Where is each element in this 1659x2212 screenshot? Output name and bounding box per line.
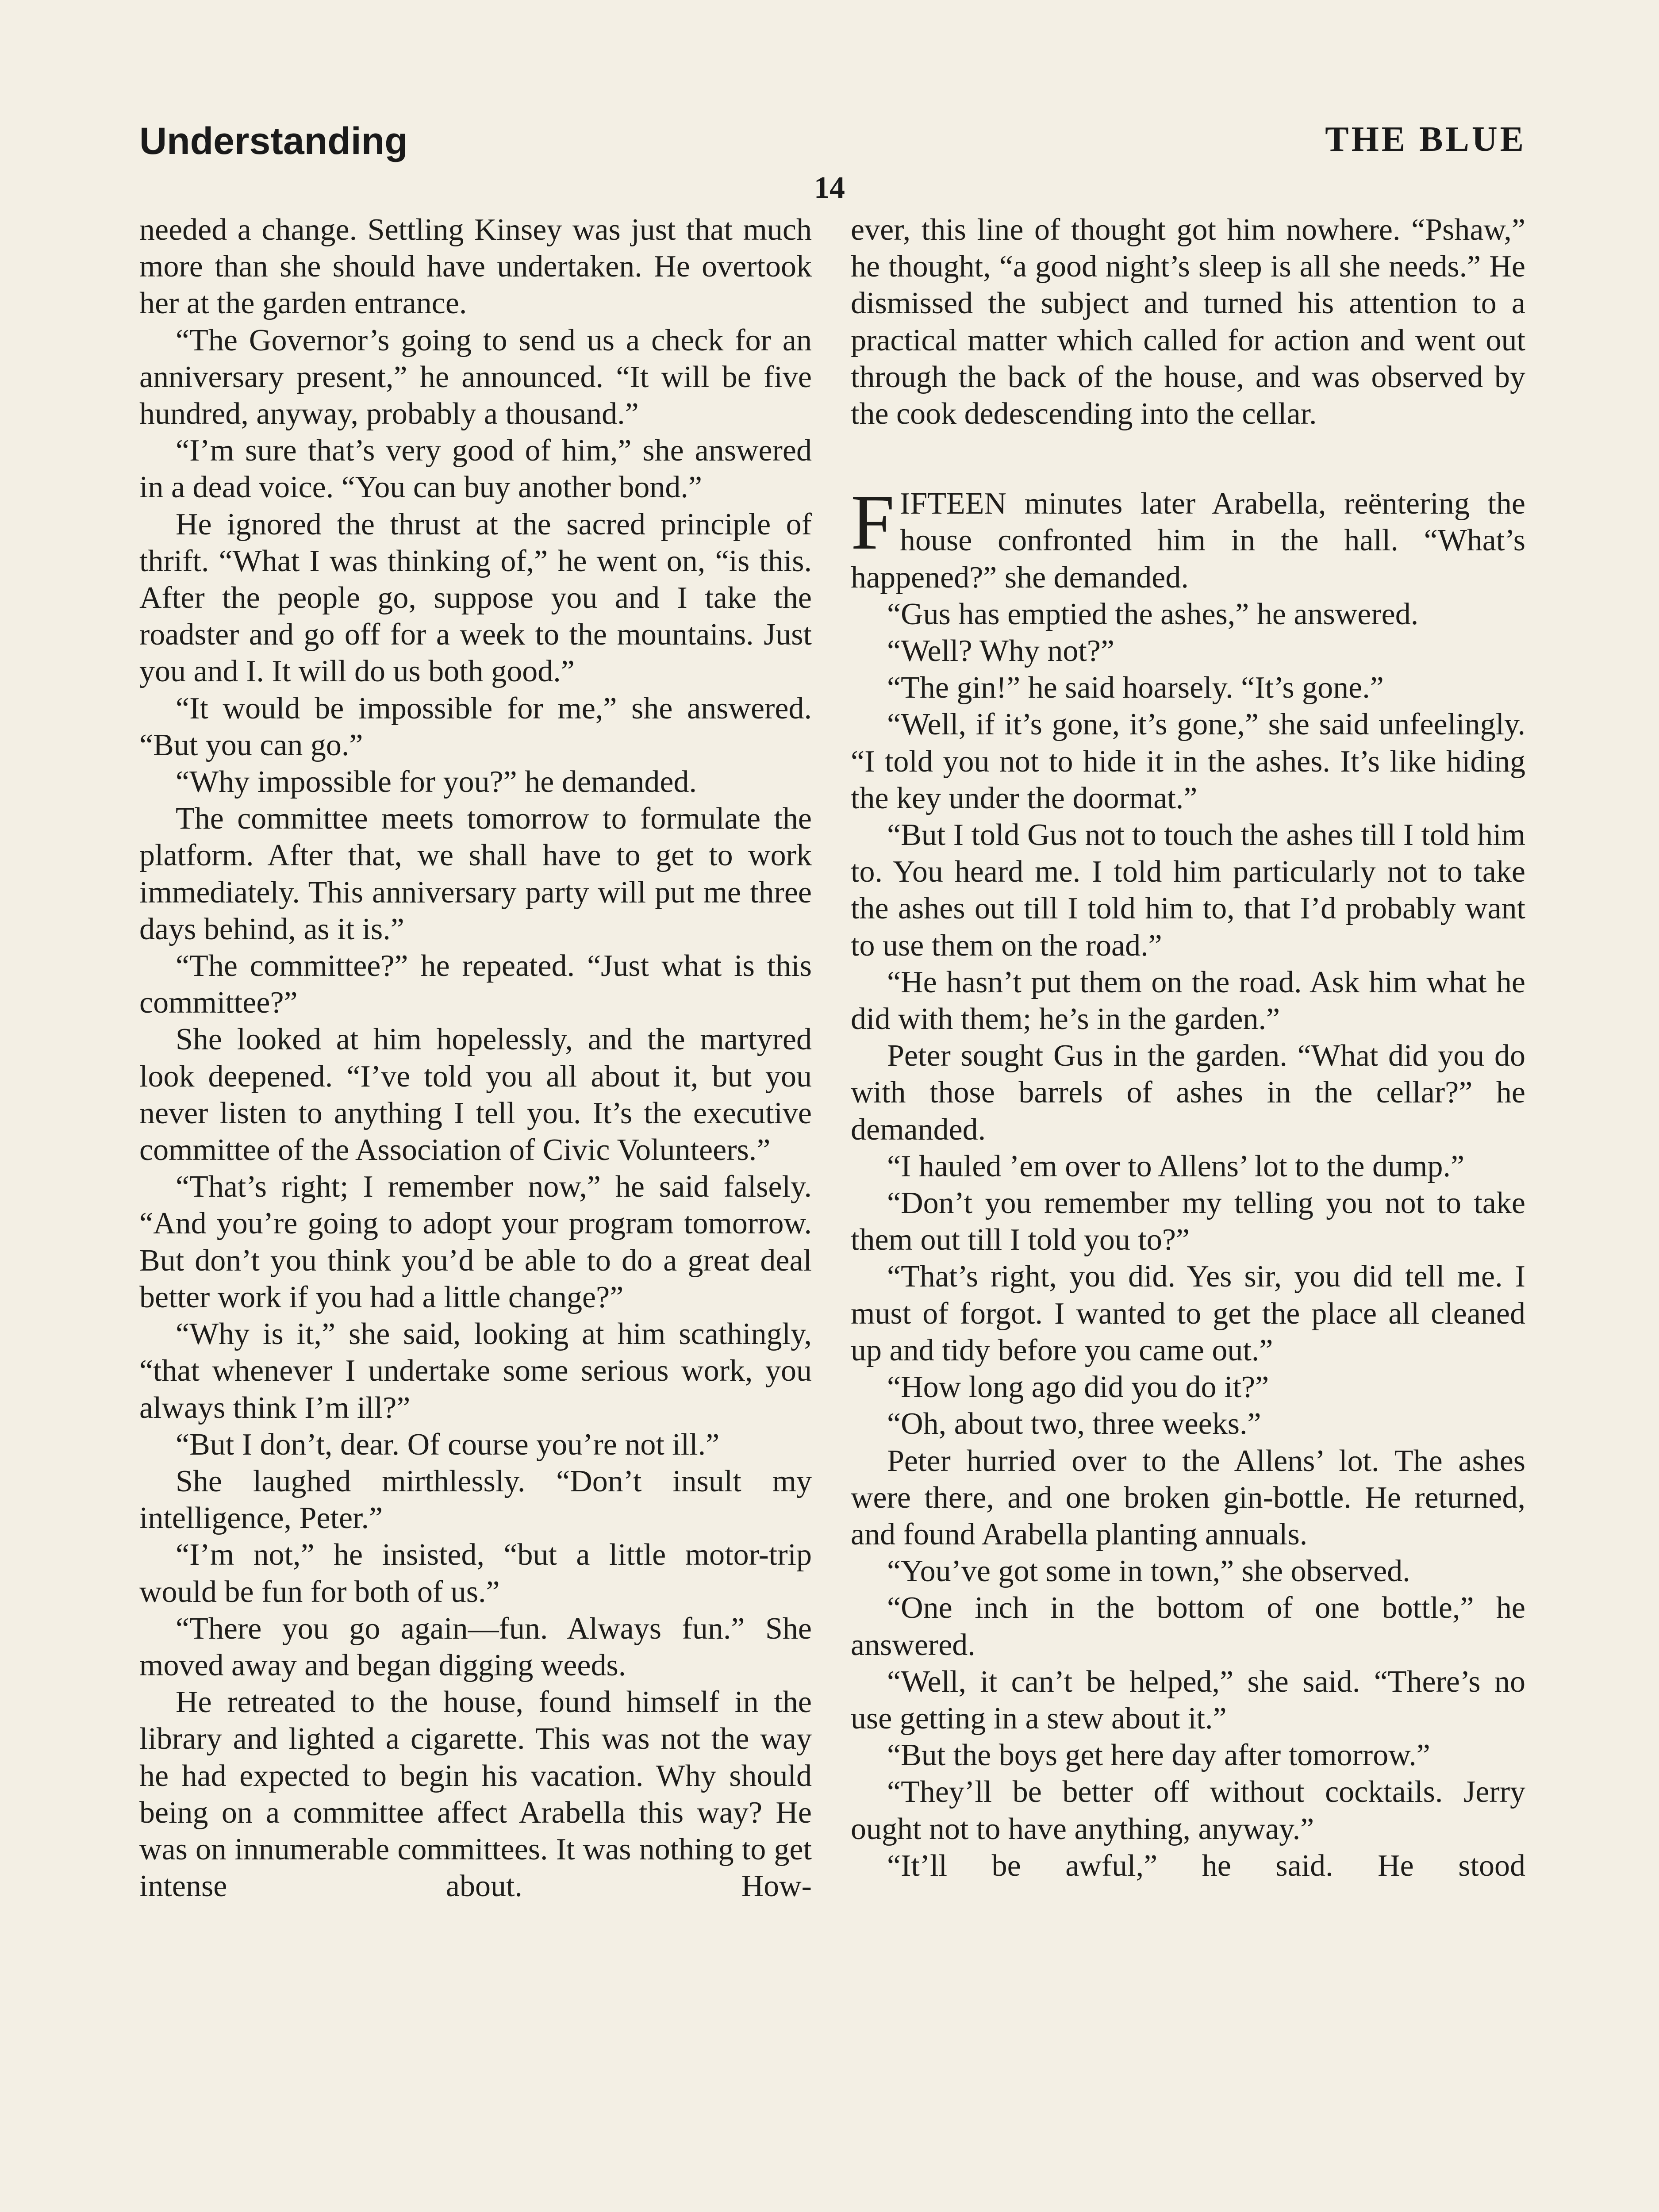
paragraph: “I’m not,” he insisted, “but a little motor-trip would be fun for both of us.” <box>139 1538 812 1609</box>
paragraph: “I’m sure that’s very good of him,” she answered in a dead voice. “You can buy another bond.” <box>139 434 812 505</box>
section-break <box>851 432 1525 485</box>
paragraph: “It’ll be awful,” he said. He stood <box>887 1848 1525 1883</box>
paragraph: He ignored the thrust at the sacred principle of thrift. “What I was thinking of,” he went on, “is this. After the people go, suppose you and I take the roadster and go off for a week to the mountains. Just you and I. It will do us both good.” <box>139 507 812 689</box>
paragraph: “The gin!” he said hoarsely. “It’s gone.” <box>887 671 1384 705</box>
paragraph: The committee meets tomorrow to formulate the platform. After that, we shall have to get to work immediately. This anniversary party will put me three days behind, as it is.” <box>139 802 812 946</box>
paragraph: “One inch in the bottom of one bottle,” he answered. <box>851 1591 1525 1662</box>
paragraph: “Gus has emptied the ashes,” he answered. <box>887 597 1419 631</box>
paragraph: “Why is it,” she said, looking at him scathingly, “that whenever I undertake some serious work, you always think I’m ill?” <box>139 1317 812 1425</box>
paragraph: “You’ve got some in town,” she observed. <box>887 1554 1410 1589</box>
running-head <box>139 119 1526 168</box>
paragraph: “Well, if it’s gone, it’s gone,” she said unfeelingly. “I told you not to hide it in the ashes. It’s like hiding the key under the doormat.” <box>851 707 1525 815</box>
paragraph: “The Governor’s going to send us a check for an anniversary present,” he announced. “It will be five hundred, anyway, probably a thousand.” <box>139 323 812 431</box>
dropcap-paragraph <box>851 478 1525 596</box>
paragraph: “He hasn’t put them on the road. Ask him what he did with them; he’s in the garden.” <box>851 965 1525 1037</box>
paragraph: needed a change. Settling Kinsey was just that much more than she should have undertaken. He overtook her at the garden entrance. <box>139 213 812 321</box>
paragraph: “But I told Gus not to touch the ashes till I told him to. You heard me. I told him particularly not to take the ashes out till I told him to, that I’d probably want to use them on the road.” <box>851 818 1525 963</box>
paragraph: “That’s right; I remember now,” he said falsely. “And you’re going to adopt your program tomorrow. But don’t you think you’d be able to do a great deal better work if you had a little change?” <box>139 1170 812 1314</box>
right-text-column <box>851 211 1525 1884</box>
paragraph: “It would be impossible for me,” she answered. “But you can go.” <box>139 691 812 762</box>
paragraph: “The committee?” he repeated. “Just what is this committee?” <box>139 949 812 1020</box>
paragraph: “There you go again—fun. Always fun.” She moved away and began digging weeds. <box>139 1611 812 1682</box>
dropcap-paragraph-text: IFTEEN minutes later Arabella, reëntering the house confronted him in the hall. “What’s happened?” she demanded. <box>851 487 1525 595</box>
paragraph: “I hauled ’em over to Allens’ lot to the dump.” <box>887 1149 1465 1183</box>
paragraph: “How long ago did you do it?” <box>887 1370 1269 1405</box>
paragraph: Peter sought Gus in the garden. “What did you do with those barrels of ashes in the cellar?” he demanded. <box>851 1039 1525 1147</box>
magazine-title: THE BLUE <box>1325 120 1526 159</box>
paragraph: Peter hurried over to the Allens’ lot. The ashes were there, and one broken gin-bottle. He returned, and found Arabella planting annuals. <box>851 1444 1525 1551</box>
paragraph: She looked at him hopelessly, and the martyred look deepened. “I’ve told you all about it, but you never listen to anything I tell you. It’s the executive committee of the Association of Civic Volunteers.” <box>139 1022 812 1167</box>
paragraph: “That’s right, you did. Yes sir, you did tell me. I must of forgot. I wanted to get the place all cleaned up and tidy before you came out.” <box>851 1260 1525 1367</box>
paragraph: He retreated to the house, found himself in the library and lighted a cigarette. This was not the way he had expected to begin his vacation. Why should being on a committee affect Arabella this way? He was on innumerable committees. It was nothing to get intense about. How- <box>139 1685 812 1904</box>
left-text-column <box>139 211 812 1905</box>
paragraph: “Why impossible for you?” he demanded. <box>176 765 697 799</box>
paragraph: She laughed mirthlessly. “Don’t insult my intelligence, Peter.” <box>139 1464 812 1536</box>
right-column-opening <box>851 211 1525 432</box>
paragraph: “Don’t you remember my telling you not to take them out till I told you to?” <box>851 1186 1525 1257</box>
paragraph: “Oh, about two, three weeks.” <box>887 1407 1261 1441</box>
paragraph: “Well? Why not?” <box>887 634 1114 668</box>
right-column-continuation <box>851 596 1525 1884</box>
paragraph: ever, this line of thought got him nowhere. “Pshaw,” he thought, “a good night’s sleep is all she needs.” He dismissed the subject and turned his attention to a practical matter which called for action and went out through the back of the house, and was observed by the cook dedescending into the cellar. <box>851 213 1525 431</box>
paragraph: “They’ll be better off without cocktails. Jerry ought not to have anything, anyway.” <box>851 1775 1525 1846</box>
paragraph: “Well, it can’t be helped,” she said. “There’s no use getting in a stew about it.” <box>851 1664 1525 1736</box>
story-title: Understanding <box>139 120 408 162</box>
page-number: 14 <box>814 171 845 205</box>
drop-cap: F <box>851 478 895 566</box>
paragraph: “But the boys get here day after tomorrow.” <box>887 1738 1430 1773</box>
paragraph: “But I don’t, dear. Of course you’re not ill.” <box>176 1427 720 1462</box>
